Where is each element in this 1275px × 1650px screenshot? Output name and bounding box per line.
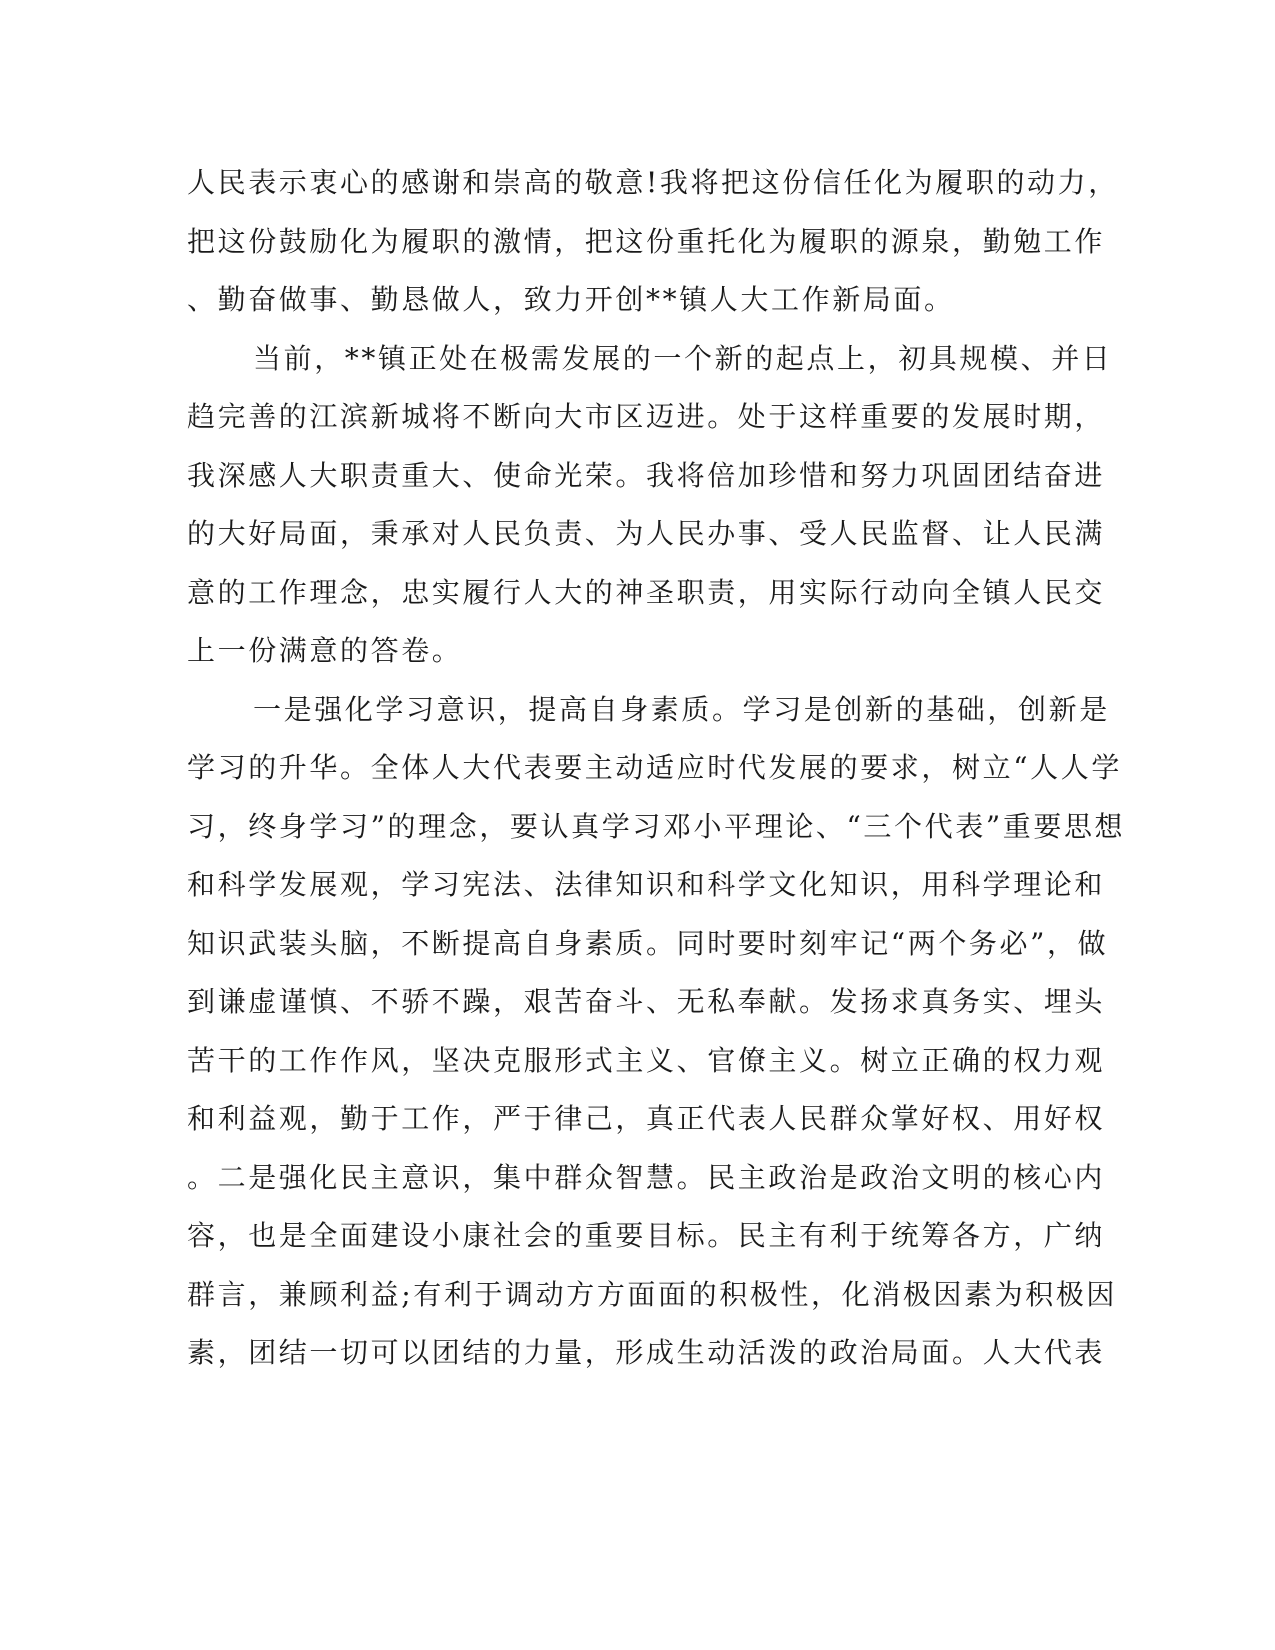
text-line: 。二是强化民主意识，集中群众智慧。民主政治是政治文明的核心内 bbox=[187, 1160, 1106, 1194]
text-line: 意的工作理念，忠实履行人大的神圣职责，用实际行动向全镇人民交 bbox=[187, 575, 1106, 609]
paragraph-first-line: 一是强化学习意识，提高自身素质。学习是创新的基础，创新是 bbox=[253, 692, 1110, 726]
text-line: 趋完善的江滨新城将不断向大市区迈进。处于这样重要的发展时期， bbox=[187, 400, 1106, 433]
text-line: 群言，兼顾利益;有利于调动方方面面的积极性，化消极因素为积极因 bbox=[187, 1277, 1118, 1311]
text-line: 把这份鼓励化为履职的激情，把这份重托化为履职的源泉，勤勉工作 bbox=[187, 224, 1106, 258]
text-line: 和科学发展观，学习宪法、法律知识和科学文化知识，用科学理论和 bbox=[187, 868, 1106, 901]
text-line: 我深感人大职责重大、使命光荣。我将倍加珍惜和努力巩固团结奋进 bbox=[187, 458, 1106, 492]
text-line: 、勤奋做事、勤恳做人，致力开创**镇人大工作新局面。 bbox=[187, 283, 955, 316]
text-line: 苦干的工作作风，坚决克服形式主义、官僚主义。树立正确的权力观 bbox=[187, 1043, 1106, 1077]
text-line: 素，团结一切可以团结的力量，形成生动活泼的政治局面。人大代表 bbox=[187, 1336, 1106, 1369]
text-line: 习，终身学习”的理念，要认真学习邓小平理论、“三个代表”重要思想 bbox=[187, 809, 1126, 843]
text-line: 的大好局面，秉承对人民负责、为人民办事、受人民监督、让人民满 bbox=[187, 517, 1106, 550]
text-line: 和利益观，勤于工作，严于律己，真正代表人民群众掌好权、用好权 bbox=[187, 1102, 1106, 1135]
text-line: 人民表示衷心的感谢和崇高的敬意!我将把这份信任化为履职的动力， bbox=[187, 166, 1119, 199]
body-text bbox=[187, 154, 1126, 1383]
text-line: 学习的升华。全体人大代表要主动适应时代发展的要求，树立“人人学 bbox=[187, 751, 1122, 784]
text-line: 知识武装头脑，不断提高自身素质。同时要时刻牢记“两个务必”，做 bbox=[187, 926, 1109, 960]
text-line: 上一份满意的答卷。 bbox=[187, 634, 463, 667]
paragraph-first-line: 当前，**镇正处在极需发展的一个新的起点上，初具规模、并日 bbox=[253, 341, 1113, 375]
text-line: 容，也是全面建设小康社会的重要目标。民主有利于统筹各方，广纳 bbox=[187, 1219, 1106, 1252]
text-line: 到谦虚谨慎、不骄不躁，艰苦奋斗、无私奉献。发扬求真务实、埋头 bbox=[187, 985, 1106, 1018]
